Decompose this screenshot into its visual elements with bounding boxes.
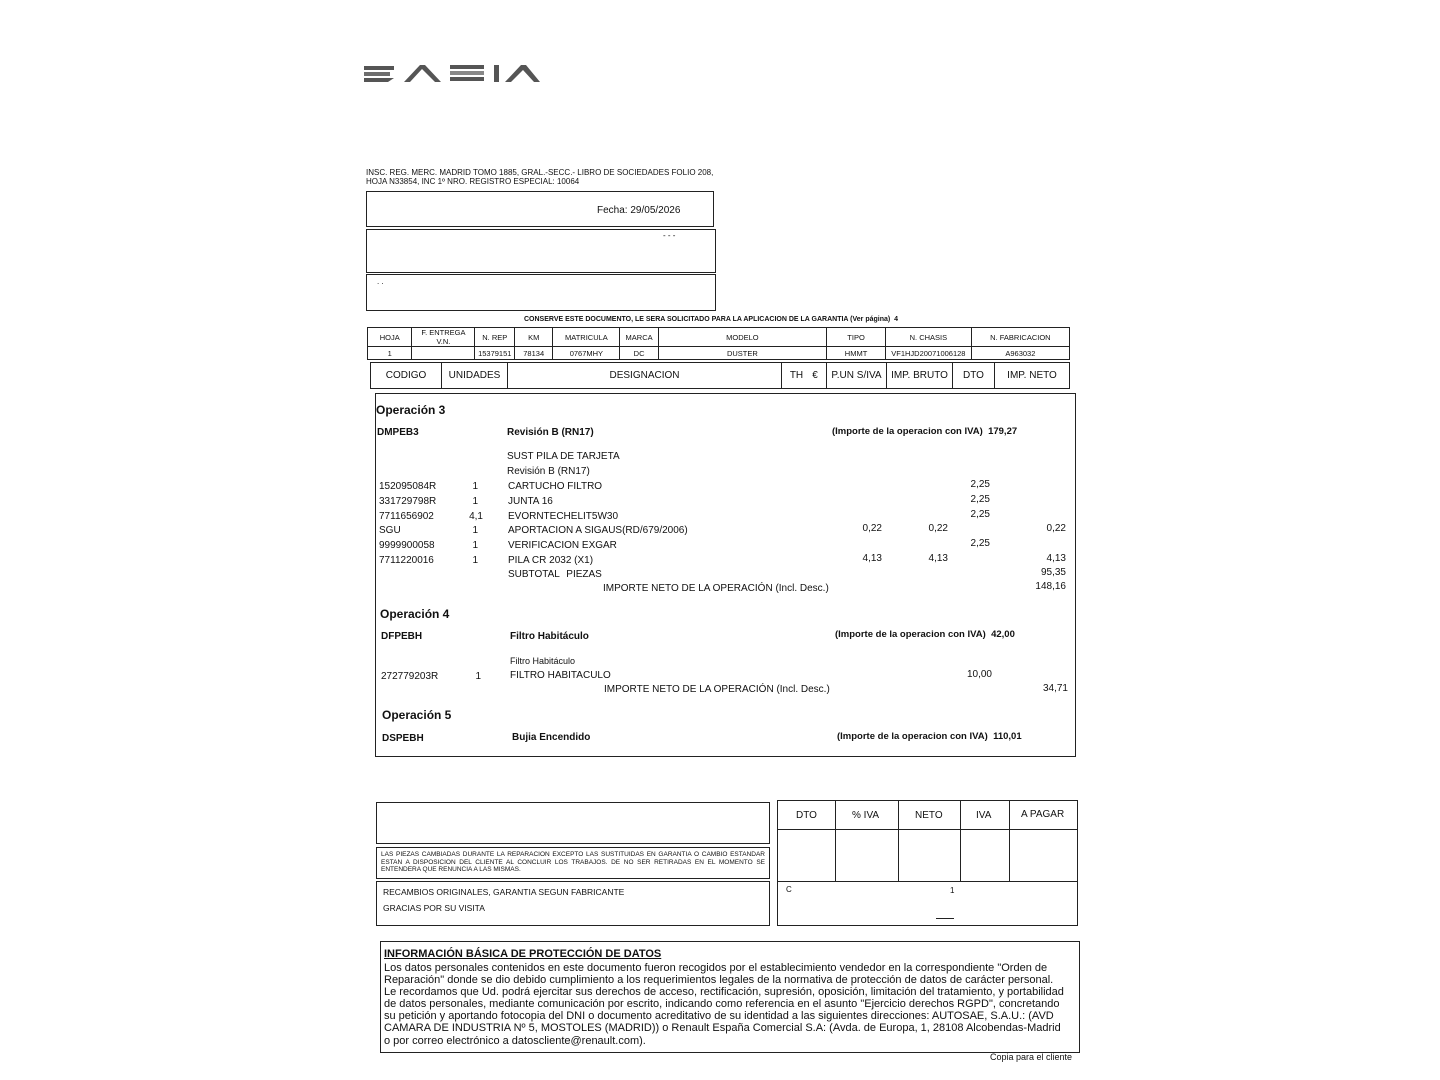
vehicle-value-cell: DUSTER bbox=[658, 347, 826, 360]
privacy-title: INFORMACIÓN BÁSICA DE PROTECCIÓN DE DATOS bbox=[384, 948, 662, 960]
privacy-line: Los datos personales contenidos en este documento fueron recogidos por el establecimiento vendedor en la correspondiente "Orden de bbox=[384, 962, 1048, 974]
col-pun: P.UN S/IVA bbox=[826, 363, 886, 388]
notice-page: 4 bbox=[894, 316, 899, 323]
line-designacion: APORTACION A SIGAUS(RD/679/2006) bbox=[508, 525, 688, 536]
subtotal-label: SUBTOTAL PIEZAS bbox=[508, 569, 602, 580]
operation-code: DFPEBH bbox=[381, 631, 423, 642]
operations-body bbox=[375, 393, 1076, 757]
customer-box bbox=[366, 229, 716, 273]
registry-line-1: INSC. REG. MERC. MADRID TOMO 1885, GRAL.-SECC.- LIBRO DE SOCIEDADES FOLIO 208, bbox=[366, 168, 714, 177]
operation-name: Bujia Encendido bbox=[512, 732, 591, 743]
totals-header-neto: NETO bbox=[915, 810, 943, 821]
line-codigo: SGU bbox=[379, 525, 401, 536]
line-designacion: PILA CR 2032 (X1) bbox=[508, 555, 594, 566]
line-designacion: FILTRO HABITACULO bbox=[510, 670, 611, 681]
totals-table bbox=[777, 800, 1078, 926]
line-unidades: 4,1 bbox=[469, 511, 483, 522]
line-bruto: 0,22 bbox=[928, 523, 948, 534]
totals-header-dto: DTO bbox=[796, 810, 817, 821]
line-designacion: JUNTA 16 bbox=[508, 496, 553, 507]
col-bruto: IMP. BRUTO bbox=[886, 363, 952, 388]
operation-neto-value: 34,71 bbox=[1042, 683, 1068, 694]
fecha: Fecha: 29/05/2026 bbox=[597, 205, 681, 216]
operation-neto-label: IMPORTE NETO DE LA OPERACIÓN (Incl. Desc.) bbox=[604, 684, 830, 695]
operation-note: Filtro Habitáculo bbox=[510, 656, 576, 666]
gracias: GRACIAS POR SU VISITA bbox=[383, 903, 485, 913]
line-codigo: 7711656902 bbox=[379, 511, 434, 522]
line-designacion: EVORNTECHELIT5W30 bbox=[508, 511, 619, 522]
vehicle-header-cell: MARCA bbox=[620, 328, 658, 347]
col-unidades: UNIDADES bbox=[441, 363, 507, 388]
vehicle-value-cell bbox=[412, 347, 475, 360]
vehicle-value-cell: HMMT bbox=[827, 347, 886, 360]
line-unidades: 1 bbox=[472, 496, 478, 507]
totals-mark: C bbox=[786, 885, 792, 894]
operation-code: DSPEBH bbox=[382, 733, 424, 744]
line-pun: 4,13 bbox=[862, 553, 882, 564]
vehicle-header-cell: N. REP bbox=[475, 328, 515, 347]
operation-neto-label: IMPORTE NETO DE LA OPERACIÓN (Incl. Desc.) bbox=[603, 583, 829, 594]
address-box-mark: . . bbox=[377, 277, 384, 286]
footer-blank-box bbox=[376, 802, 770, 844]
line-unidades: 1 bbox=[472, 540, 478, 551]
operation-title: Operación 3 bbox=[376, 403, 446, 417]
vehicle-header-cell: F. ENTREGA V.N. bbox=[412, 328, 475, 347]
col-neto: IMP. NETO bbox=[994, 363, 1069, 388]
registry-line-2: HOJA N33854, INC 1º NRO. REGISTRO ESPECIAL: 10064 bbox=[366, 177, 580, 186]
col-dto: DTO bbox=[952, 363, 994, 388]
totals-header-a-pagar: A PAGAR bbox=[1021, 809, 1065, 820]
line-unidades: 1 bbox=[475, 671, 481, 682]
vehicle-value-cell: VF1HJD20071006128 bbox=[886, 347, 972, 360]
totals-mark: 1 bbox=[950, 886, 955, 895]
line-unidades: 1 bbox=[472, 555, 478, 566]
line-dto: 2,25 bbox=[970, 479, 990, 490]
vehicle-value-cell: 15379151 bbox=[475, 347, 515, 360]
line-dto: 2,25 bbox=[970, 538, 990, 549]
privacy-line: CAMARA DE INDUSTRIA Nº 5, MOSTOLES (MADRID)) o Renault España Comercial S.A: (Avda. de Europa, 1, 28108 Alcobendas-Madrid bbox=[384, 1022, 1061, 1034]
vehicle-value-cell: A963032 bbox=[971, 347, 1069, 360]
privacy-line: Reparación" donde se dio debido cumplimiento a los requerimientos legales de la normativa de protección de datos de carácter personal. bbox=[384, 974, 1054, 986]
vehicle-value-cell: 78134 bbox=[515, 347, 553, 360]
vehicle-table bbox=[367, 327, 1070, 360]
vehicle-value-cell: 1 bbox=[368, 347, 412, 360]
line-dto: 2,25 bbox=[970, 509, 990, 520]
vehicle-value-cell: 0767MHY bbox=[553, 347, 620, 360]
warranty-notice: CONSERVE ESTE DOCUMENTO, LE SERA SOLICITADO PARA LA APLICACION DE LA GARANTIA (Ver página) 4 bbox=[524, 316, 899, 323]
col-designacion: DESIGNACION bbox=[507, 363, 781, 388]
customer-box-mark: - - - bbox=[663, 231, 676, 240]
subtotal-value: 95,35 bbox=[1040, 567, 1066, 578]
operation-importe: (Importe de la operacion con IVA) 179,27 bbox=[832, 426, 1018, 437]
privacy-line: o por correo electrónico a datoscliente@renault.com). bbox=[384, 1035, 646, 1047]
line-neto: 0,22 bbox=[1046, 523, 1066, 534]
line-neto: 4,13 bbox=[1046, 553, 1066, 564]
vehicle-header-cell: N. CHASIS bbox=[886, 328, 972, 347]
operation-importe: (Importe de la operacion con IVA) 42,00 bbox=[835, 629, 1015, 640]
vehicle-header-cell: N. FABRICACION bbox=[971, 328, 1069, 347]
totals-header-iva-pct: % IVA bbox=[852, 810, 880, 821]
operation-code: DMPEB3 bbox=[377, 427, 419, 438]
line-bruto: 4,13 bbox=[928, 553, 948, 564]
col-codigo: CODIGO bbox=[385, 370, 427, 381]
line-dto: 2,25 bbox=[970, 494, 990, 505]
privacy-line: su petición y aportando fotocopia del DNI o documento acreditativo de su identidad a las siguientes direcciones: AUTOSAE, S.A.U.: (AVD bbox=[384, 1010, 1054, 1022]
dacia-logo bbox=[362, 62, 542, 86]
privacy-line: de datos personales, mediante comunicación por escrito, indicando como referencia en el asunto "Ejercicio derechos RGPD", concretando bbox=[384, 998, 1060, 1010]
line-codigo: 7711220016 bbox=[379, 555, 434, 566]
line-codigo: 152095084R bbox=[379, 481, 437, 492]
col-th: TH bbox=[781, 363, 811, 388]
line-codigo: 331729798R bbox=[379, 496, 437, 507]
operation-title: Operación 4 bbox=[380, 607, 450, 621]
line-dto: 10,00 bbox=[966, 669, 992, 680]
line-pun: 0,22 bbox=[862, 523, 882, 534]
line-designacion: VERIFICACION EXGAR bbox=[508, 540, 617, 551]
vehicle-value-cell: DC bbox=[620, 347, 658, 360]
date-box bbox=[366, 191, 714, 227]
totals-underline bbox=[936, 918, 954, 919]
operation-title: Operación 5 bbox=[382, 708, 452, 722]
copy-label: Copia para el cliente bbox=[990, 1052, 1073, 1062]
legal-notice-box bbox=[376, 847, 770, 879]
operation-importe: (Importe de la operacion con IVA) 110,01 bbox=[837, 731, 1022, 742]
operation-note: Revisión B (RN17) bbox=[507, 466, 590, 477]
operation-note: SUST PILA DE TARJETA bbox=[507, 451, 620, 462]
line-codigo: 9999900058 bbox=[379, 540, 435, 551]
vehicle-header-cell: MATRICULA bbox=[553, 328, 620, 347]
privacy-box bbox=[380, 941, 1080, 1053]
vehicle-value-row bbox=[368, 347, 1070, 360]
totals-header-iva: IVA bbox=[976, 810, 992, 821]
col-euro: € bbox=[812, 370, 818, 381]
operation-name: Filtro Habitáculo bbox=[510, 631, 589, 642]
operation-neto-value: 148,16 bbox=[1035, 581, 1066, 592]
operation-name: Revisión B (RN17) bbox=[507, 427, 594, 438]
recambios: RECAMBIOS ORIGINALES, GARANTIA SEGUN FABRICANTE bbox=[383, 887, 625, 897]
vehicle-header-row bbox=[368, 328, 1070, 347]
line-designacion: CARTUCHO FILTRO bbox=[508, 481, 603, 492]
line-unidades: 1 bbox=[472, 481, 478, 492]
vehicle-header-cell: MODELO bbox=[658, 328, 826, 347]
vehicle-header-cell: HOJA bbox=[368, 328, 412, 347]
line-unidades: 1 bbox=[472, 525, 478, 536]
vehicle-header-cell: KM bbox=[515, 328, 553, 347]
recambios-box bbox=[376, 881, 770, 926]
line-codigo: 272779203R bbox=[381, 671, 439, 682]
vehicle-header-cell: TIPO bbox=[827, 328, 886, 347]
column-header-bar bbox=[370, 362, 1070, 389]
address-box bbox=[366, 274, 716, 311]
legal-notice: LAS PIEZAS CAMBIADAS DURANTE LA REPARACION EXCEPTO LAS SUSTITUIDAS EN GARANTIA O CAMBIO ESTANDAR ESTAN A DISPOSICION DEL CLIENTE AL CONCLUIR LOS TRABAJOS. DE NO SER RETIRADAS EN EL MOMENTO SE ENTENDERA QUE RENUNCIA A LAS MISMAS. bbox=[381, 851, 765, 873]
privacy-line: Le recordamos que Ud. podrá ejercitar sus derechos de acceso, rectificación, supresión, oposición, limitación del tratamiento, y portabilidad bbox=[384, 986, 1064, 998]
